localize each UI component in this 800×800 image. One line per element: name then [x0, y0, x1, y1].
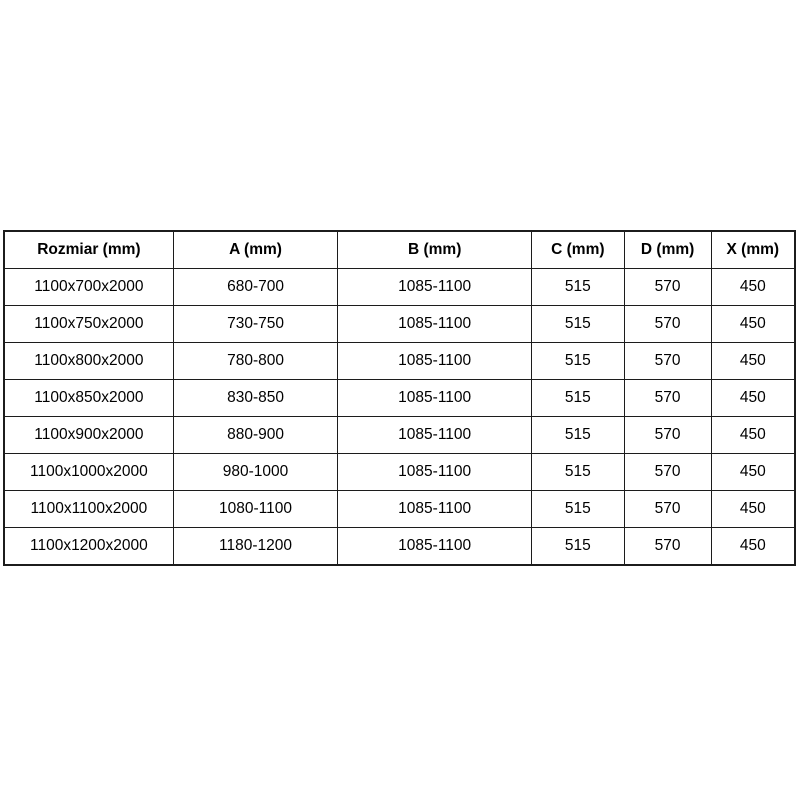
cell-d: 570 — [624, 306, 711, 343]
table-row — [4, 380, 795, 417]
cell-rozmiar: 1100x700x2000 — [4, 269, 173, 306]
cell-d: 570 — [624, 491, 711, 528]
table-row — [4, 528, 795, 566]
cell-b: 1085-1100 — [338, 306, 532, 343]
cell-b: 1085-1100 — [338, 343, 532, 380]
cell-d: 570 — [624, 269, 711, 306]
cell-rozmiar: 1100x1100x2000 — [4, 491, 173, 528]
cell-c: 515 — [532, 343, 625, 380]
cell-c: 515 — [532, 306, 625, 343]
column-header-c: C (mm) — [532, 231, 625, 269]
column-header-x: X (mm) — [711, 231, 795, 269]
table-row — [4, 343, 795, 380]
cell-x: 450 — [711, 417, 795, 454]
header-row — [4, 231, 795, 269]
column-header-d: D (mm) — [624, 231, 711, 269]
column-header-b: B (mm) — [338, 231, 532, 269]
cell-a: 830-850 — [173, 380, 338, 417]
cell-x: 450 — [711, 343, 795, 380]
cell-c: 515 — [532, 454, 625, 491]
cell-d: 570 — [624, 528, 711, 566]
cell-c: 515 — [532, 269, 625, 306]
cell-a: 980-1000 — [173, 454, 338, 491]
table-row — [4, 269, 795, 306]
column-header-a: A (mm) — [173, 231, 338, 269]
cell-b: 1085-1100 — [338, 417, 532, 454]
cell-d: 570 — [624, 343, 711, 380]
cell-d: 570 — [624, 417, 711, 454]
cell-a: 880-900 — [173, 417, 338, 454]
cell-d: 570 — [624, 380, 711, 417]
table-row — [4, 306, 795, 343]
cell-a: 680-700 — [173, 269, 338, 306]
table-row — [4, 491, 795, 528]
cell-rozmiar: 1100x1200x2000 — [4, 528, 173, 566]
cell-a: 1180-1200 — [173, 528, 338, 566]
cell-rozmiar: 1100x750x2000 — [4, 306, 173, 343]
table-row — [4, 454, 795, 491]
column-header-rozmiar: Rozmiar (mm) — [4, 231, 173, 269]
cell-x: 450 — [711, 491, 795, 528]
cell-c: 515 — [532, 528, 625, 566]
cell-rozmiar: 1100x900x2000 — [4, 417, 173, 454]
cell-x: 450 — [711, 269, 795, 306]
cell-x: 450 — [711, 528, 795, 566]
cell-x: 450 — [711, 454, 795, 491]
cell-rozmiar: 1100x850x2000 — [4, 380, 173, 417]
cell-c: 515 — [532, 380, 625, 417]
cell-x: 450 — [711, 380, 795, 417]
cell-b: 1085-1100 — [338, 269, 532, 306]
cell-c: 515 — [532, 491, 625, 528]
dimensions-table — [3, 230, 796, 566]
cell-b: 1085-1100 — [338, 528, 532, 566]
cell-d: 570 — [624, 454, 711, 491]
cell-b: 1085-1100 — [338, 454, 532, 491]
cell-b: 1085-1100 — [338, 380, 532, 417]
cell-a: 1080-1100 — [173, 491, 338, 528]
cell-b: 1085-1100 — [338, 491, 532, 528]
table-row — [4, 417, 795, 454]
cell-rozmiar: 1100x800x2000 — [4, 343, 173, 380]
cell-x: 450 — [711, 306, 795, 343]
cell-a: 780-800 — [173, 343, 338, 380]
cell-c: 515 — [532, 417, 625, 454]
cell-rozmiar: 1100x1000x2000 — [4, 454, 173, 491]
cell-a: 730-750 — [173, 306, 338, 343]
